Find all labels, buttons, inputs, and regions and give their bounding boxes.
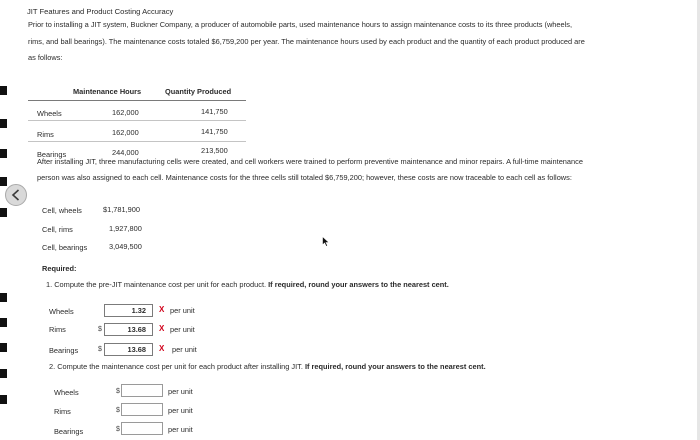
q1-row-label: Bearings	[49, 346, 79, 355]
strip-mark	[0, 177, 7, 186]
q1-wheels-input[interactable]: 1.32	[104, 304, 153, 317]
strip-mark	[0, 343, 7, 352]
cell-cost: 1,927,800	[109, 224, 142, 233]
table-row-label: Bearings	[37, 150, 67, 159]
unit-label: per unit	[168, 425, 193, 434]
incorrect-x-icon: X	[159, 324, 165, 333]
q2-prompt-block	[49, 362, 486, 371]
cell-label: Cell, bearings	[42, 243, 88, 252]
left-edge-strip	[0, 80, 10, 415]
cell-label: Cell, rims	[42, 225, 73, 234]
mouse-cursor-icon	[322, 236, 330, 247]
required-heading: Required:	[42, 264, 77, 273]
unit-label: per unit	[168, 406, 193, 415]
q1-bearings-input[interactable]: 13.68	[104, 343, 153, 356]
table-row-label: Rims	[37, 130, 54, 139]
q1-row-label: Rims	[49, 325, 66, 334]
unit-label: per unit	[170, 306, 195, 315]
unit-label: per unit	[168, 387, 193, 396]
after-jit-line-2: person was also assigned to each cell. Maintenance costs for the three cells still totaled $6,759,200; however, these costs are now traceable to each cell as follows:	[37, 173, 572, 182]
cell-cost: 3,049,500	[109, 242, 142, 251]
q2-bearings-input[interactable]	[121, 422, 163, 435]
strip-mark	[0, 86, 7, 95]
table-cell-hours: 244,000	[112, 148, 139, 157]
currency-symbol: $	[98, 346, 102, 353]
unit-label: per unit	[172, 345, 197, 354]
q2-rims-input[interactable]	[121, 403, 163, 416]
back-button[interactable]	[5, 184, 27, 206]
cell-label: Cell, wheels	[42, 206, 82, 215]
strip-mark	[0, 395, 7, 404]
table-cell-quantity: 141,750	[201, 127, 228, 136]
strip-mark	[0, 119, 7, 128]
unit-label: per unit	[170, 325, 195, 334]
incorrect-x-icon: X	[159, 344, 165, 353]
q1-row-label: Wheels	[49, 307, 74, 316]
q1-prompt-block	[46, 280, 449, 289]
table-row-rule	[28, 120, 246, 121]
q1-prompt: 1. Compute the pre-JIT maintenance cost per unit for each product.	[46, 280, 267, 289]
intro-line-2: rims, and ball bearings). The maintenance costs totaled $6,759,200 per year. The maintenance hours used by each product and the quantity of each product produced are	[28, 37, 585, 46]
currency-symbol: $	[116, 388, 120, 395]
strip-mark	[0, 318, 7, 327]
currency-symbol: $	[116, 407, 120, 414]
q2-row-label: Bearings	[54, 427, 84, 436]
chevron-left-icon	[11, 189, 21, 201]
table-cell-quantity: 141,750	[201, 107, 228, 116]
q2-row-label: Wheels	[54, 388, 79, 397]
intro-line-3: as follows:	[28, 53, 63, 62]
strip-mark	[0, 208, 7, 217]
intro-line-1: Prior to installing a JIT system, Buckner Company, a producer of automobile parts, used maintenance hours to assign maintenance costs to its three products (wheels,	[28, 20, 573, 29]
col-header-hours: Maintenance Hours	[73, 87, 142, 96]
table-cell-hours: 162,000	[112, 128, 139, 137]
q1-instruction: If required, round your answers to the nearest cent.	[268, 280, 449, 289]
q2-wheels-input[interactable]	[121, 384, 163, 397]
after-jit-line-1: After installing JIT, three manufacturing cells were created, and cell workers were trained to perform preventive maintenance and minor repairs. A full-time maintenance	[37, 157, 583, 166]
cell-cost: $1,781,900	[103, 205, 140, 214]
currency-symbol: $	[116, 426, 120, 433]
col-header-quantity: Quantity Produced	[165, 87, 232, 96]
strip-mark	[0, 293, 7, 302]
incorrect-x-icon: X	[159, 305, 165, 314]
strip-mark	[0, 149, 7, 158]
page-title: JIT Features and Product Costing Accuracy	[27, 7, 174, 16]
q2-instruction: If required, round your answers to the nearest cent.	[304, 362, 486, 371]
table-cell-quantity: 213,500	[201, 146, 228, 155]
currency-symbol: $	[98, 326, 102, 333]
q2-row-label: Rims	[54, 407, 71, 416]
q2-prompt: 2. Compute the maintenance cost per unit for each product after installing JIT.	[49, 362, 303, 371]
q1-rims-input[interactable]: 13.68	[104, 323, 153, 336]
table-header-rule	[28, 100, 246, 101]
table-row-rule	[28, 141, 246, 142]
table-row-label: Wheels	[37, 109, 62, 118]
table-cell-hours: 162,000	[112, 108, 139, 117]
strip-mark	[0, 369, 7, 378]
